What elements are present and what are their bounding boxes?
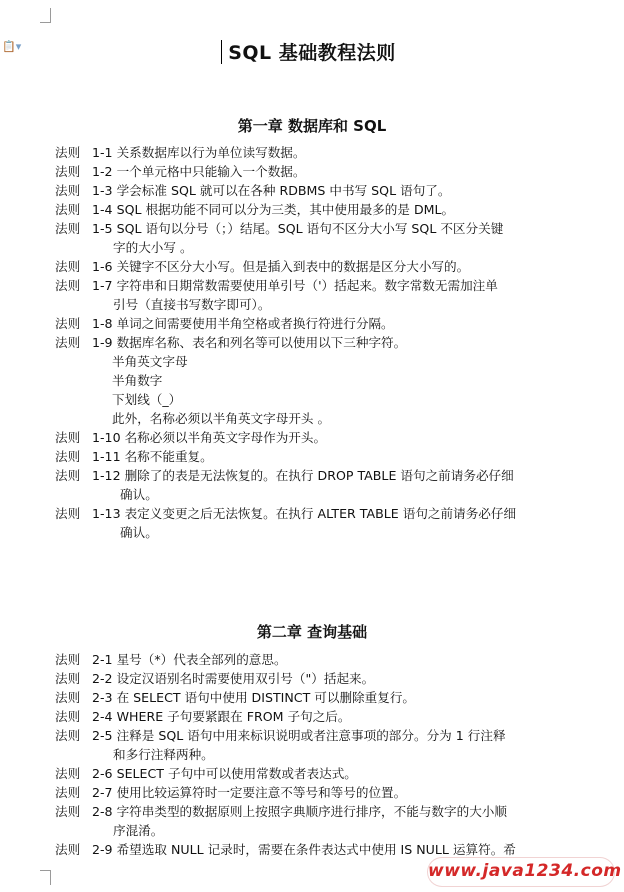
rule-label: 法则 [55,468,81,483]
rule-text-continued: 和多行注释两种。 [113,747,214,762]
rule-item [0,333,624,352]
rule-label: 法则 [55,316,81,331]
chapter-2-rules [0,650,624,859]
rule-item [0,504,624,542]
rule-text: 2-7 使用比较运算符时一定要注意不等号和等号的位置。 [92,785,407,800]
rule-text: 2-5 注释是 SQL 语句中用来标识说明或者注意事项的部分。分为 1 行注释 [92,728,506,743]
rule-text: 2-2 设定汉语别名时需要使用双引号（"）括起来。 [92,671,375,686]
rule-text: 2-4 WHERE 子句要紧跟在 FROM 子句之后。 [92,709,351,724]
rule-item [0,314,624,333]
rule-text: 2-9 希望选取 NULL 记录时，需要在条件表达式中使用 IS NULL 运算符。希 [92,842,516,857]
rule-item [0,257,624,276]
sub-item-text: 半角英文字母 [112,354,188,369]
rule-label: 法则 [55,202,81,217]
rule-text: 1-7 字符串和日期常数需要使用单引号（'）括起来。数字常数无需加注单 [92,278,498,293]
rule-label: 法则 [55,430,81,445]
chapter-heading-1[interactable]: 第一章 数据库和 SQL [237,117,387,135]
margin-corner-top [40,8,51,23]
rule-item [0,143,624,162]
rule-label: 法则 [55,766,81,781]
rule-text: 2-8 字符串类型的数据原则上按照字典顺序进行排序，不能与数字的大小顺 [92,804,507,819]
rule-text-continued: 序混淆。 [113,823,164,838]
rule-text: 1-2 一个单元格中只能输入一个数据。 [92,164,306,179]
rule-text: 2-3 在 SELECT 语句中使用 DISTINCT 可以删除重复行。 [92,690,416,705]
sub-item-text: 下划线（_） [112,392,182,407]
rule-label: 法则 [55,335,81,350]
rule-text-continued: 确认。 [120,525,158,540]
paste-options-icon[interactable]: 📋▾ [2,40,22,53]
rule-item [0,219,624,257]
rule-label: 法则 [55,221,81,236]
rule-text-continued: 字的大小写 。 [113,240,193,255]
rule-item [0,650,624,669]
rule-text: 1-13 表定义变更之后无法恢复。在执行 ALTER TABLE 语句之前请务必仔细 [92,506,517,521]
rule-label: 法则 [55,506,81,521]
sub-item [0,390,624,409]
rule-text: 1-4 SQL 根据功能不同可以分为三类，其中使用最多的是 DML。 [92,202,455,217]
rule-label: 法则 [55,259,81,274]
rule-text: 2-1 星号（*）代表全部列的意思。 [92,652,287,667]
rule-label: 法则 [55,804,81,819]
rule-item [0,162,624,181]
rule-text: 1-11 名称不能重复。 [92,449,213,464]
rule-item [0,447,624,466]
rule-text: 2-6 SELECT 子句中可以使用常数或者表达式。 [92,766,357,781]
rule-item [0,802,624,840]
rule-item [0,428,624,447]
rule-text: 1-1 关系数据库以行为单位读写数据。 [92,145,306,160]
rule-item [0,688,624,707]
rule-label: 法则 [55,183,81,198]
rule-text: 1-8 单词之间需要使用半角空格或者换行符进行分隔。 [92,316,394,331]
chapter-1-rules [0,143,624,542]
rule-label: 法则 [55,449,81,464]
rule-item [0,466,624,504]
sub-item [0,352,624,371]
sub-item-text: 半角数字 [112,373,163,388]
watermark-text: www.java1234.com [428,861,622,881]
rule-label: 法则 [55,728,81,743]
rule-label: 法则 [55,671,81,686]
rule-item [0,200,624,219]
rule-label: 法则 [55,709,81,724]
rule-item [0,276,624,314]
rule-label: 法则 [55,842,81,857]
sub-item [0,409,624,428]
rule-item [0,726,624,764]
rule-text: 1-10 名称必须以半角英文字母作为开头。 [92,430,327,445]
rule-item [0,783,624,802]
rule-text: 1-12 删除了的表是无法恢复的。在执行 DROP TABLE 语句之前请务必仔细 [92,468,514,483]
rule-item [0,707,624,726]
rule-label: 法则 [55,164,81,179]
rule-label: 法则 [55,145,81,160]
rule-text-continued: 确认。 [120,487,158,502]
rule-label: 法则 [55,652,81,667]
sub-item [0,371,624,390]
rule-item [0,181,624,200]
rule-text: 1-3 学会标准 SQL 就可以在各种 RDBMS 中书写 SQL 语句了。 [92,183,451,198]
rule-label: 法则 [55,278,81,293]
rule-label: 法则 [55,690,81,705]
rule-text: 1-9 数据库名称、表名和列名等可以使用以下三种字符。 [92,335,407,350]
sub-item-text: 此外，名称必须以半角英文字母开头 。 [112,411,331,426]
site-watermark [428,858,622,886]
rule-text: 1-6 关键字不区分大小写。但是插入到表中的数据是区分大小写的。 [92,259,470,274]
rule-item [0,840,624,859]
rule-text: 1-5 SQL 语句以分号（；）结尾。SQL 语句不区分大小写 SQL 不区分关键 [92,221,504,236]
chapter-heading-2[interactable]: 第二章 查询基础 [256,623,368,641]
rule-text-continued: 引号（直接书写数字即可）。 [113,297,271,312]
margin-corner-bottom [40,870,51,885]
document-title[interactable]: SQL 基础教程法则 [228,42,396,64]
rule-label: 法则 [55,785,81,800]
rule-item [0,764,624,783]
rule-item [0,669,624,688]
